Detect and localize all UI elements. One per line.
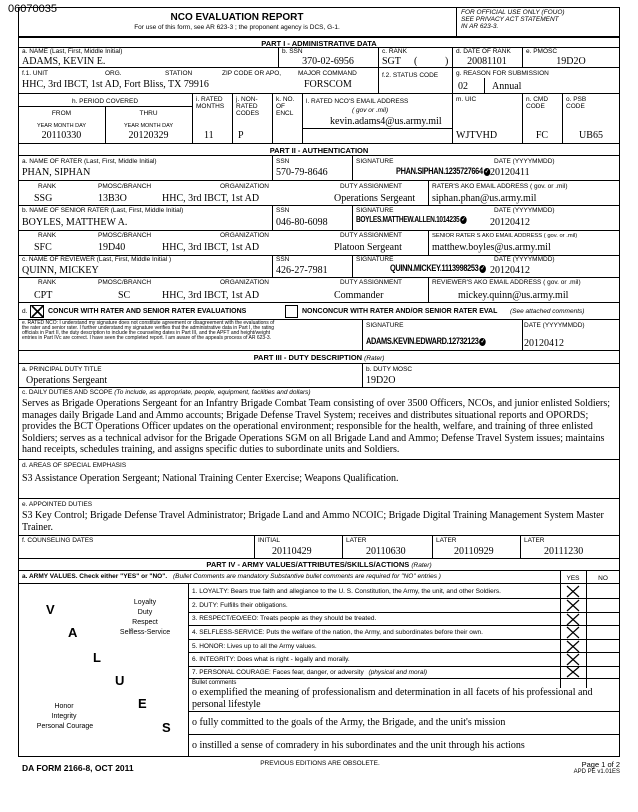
nonrated-codes: P	[238, 130, 244, 141]
apd-version: APD PE v1.01ES	[573, 769, 620, 775]
rater-pmosc-label: PMOSC/BRANCH	[98, 183, 152, 190]
rated-email-hint: ( gov or .mil)	[352, 107, 389, 114]
reason-label: g. REASON FOR SUBMISSION	[456, 70, 549, 77]
fouo-line-3: IN AR 623-3.	[461, 23, 499, 30]
rated-nco-statement-4: entries in Part IVc are correct. I have seen the completed report. I am aware of the appeals process of AR 623-3.	[22, 335, 272, 341]
values-letter-a: A	[68, 625, 78, 640]
counsel-later-3-label: LATER	[524, 537, 545, 544]
rev-duty-label: DUTY ASSIGNMENT	[340, 279, 403, 286]
rated-email: kevin.adams4@us.army.mil	[330, 116, 442, 127]
sr-org-label: ORGANIZATION	[220, 232, 269, 239]
rev-pmosc-label: PMOSC/BRANCH	[98, 279, 152, 286]
duty-mosc: 19D2O	[366, 375, 396, 386]
concur-check-icon	[30, 304, 45, 319]
major-command: FORSCOM	[304, 79, 352, 90]
rater-ssn: 570-79-8646	[276, 167, 328, 178]
rated-months-label: i. RATED MONTHS	[196, 96, 225, 110]
unit-label: f.1. UNIT	[22, 70, 49, 77]
daily-duties: Serves as Brigade Operations Sergeant for an Infantry Brigade Combat Team consisting of over 3500 Officers, NCOs, and junior enlisted Soldiers; manages daily Brigade Land and Ammo accounts; Brigade Defense Travel System; receives and distributes situational reports and OPORDS; provides the BCT Operations Officer updates on the operational environment; responsible for the health, welfare, and training of three enlisted Soldiers; serves as a technical advisor for the Brigade Operations SGM on all Brigade Land and Ammo; Defense Travel System issues; maintains hand receipts, schedules training, and assigns specific duties to subordinate units and Soldiers.	[22, 398, 611, 456]
sr-pmosc-label: PMOSC/BRANCH	[98, 232, 152, 239]
sr-signature: BOYLES.MATTHEW.ALLEN.1014235 ✓	[356, 215, 466, 224]
value-duty: 2. DUTY: Fulfills their obligations.	[192, 602, 288, 609]
rater-signature: PHAN.SIPHAN.1235727664 ✓	[396, 166, 489, 176]
sr-pmosc: 19D40	[98, 242, 126, 253]
part3-title-hint: (Rater)	[364, 355, 385, 362]
rater-pmosc: 13B3O	[98, 193, 127, 204]
counsel-later-2: 20110929	[454, 546, 494, 557]
value-personal-courage-hint: (physical and moral)	[368, 669, 428, 676]
date-of-rank: 20081101	[467, 56, 507, 67]
rank-paren-open: (	[414, 56, 418, 67]
side-respect: Respect	[132, 619, 158, 626]
sr-name-label: b. NAME OF SENIOR RATER (Last, First, Middle Initial)	[22, 207, 184, 214]
value-honor: 5. HONOR: Lives up to all the Army values.	[192, 643, 317, 650]
rater-name: PHAN, SIPHAN	[22, 167, 91, 178]
sr-email: matthew.boyles@us.army.mil	[432, 242, 551, 253]
nonrated-label: j. NON-RATED CODES	[236, 96, 260, 117]
counsel-initial-label: INITIAL	[258, 537, 281, 544]
psb-code: UB65	[579, 130, 603, 141]
nonconcur-hint: (See attached comments)	[510, 308, 585, 315]
reason-code: 02	[458, 81, 468, 92]
value-personal-courage-row	[192, 669, 427, 676]
sr-org: HHC, 3rd IBCT, 1st AD	[162, 242, 260, 253]
duty-title: Operations Sergeant	[26, 375, 108, 386]
part3-title-row	[18, 353, 620, 362]
rev-date-label: DATE (YYYYMMDD)	[494, 256, 555, 263]
ymd-thru-label: YEAR MONTH DAY	[123, 123, 174, 129]
ssn-label: b. SSN	[282, 48, 303, 55]
nco-date: 20120412	[524, 338, 564, 349]
side-courage: Personal Courage	[36, 723, 94, 730]
yes-header: YES	[566, 575, 580, 582]
duty-mosc-label: b. DUTY MOSC	[366, 366, 413, 373]
uic: WJTVHD	[456, 130, 498, 141]
yes-check-duty[interactable]	[566, 599, 580, 612]
sr-sig-label: SIGNATURE	[356, 207, 394, 214]
side-honor: Honor	[54, 703, 74, 710]
values-letter-u: U	[115, 673, 125, 688]
values-letter-l: L	[93, 650, 101, 665]
yes-check-integrity[interactable]	[566, 653, 580, 666]
station-label: STATION	[165, 70, 193, 77]
psb-label: o. PSB CODE	[566, 96, 587, 110]
army-values-header	[22, 573, 441, 580]
concur-label: CONCUR WITH RATER AND SENIOR RATER EVALUATIONS	[48, 308, 247, 315]
yes-check-selfless[interactable]	[566, 626, 580, 639]
sr-rank-label: RANK	[38, 232, 57, 239]
document-number: 06070035	[8, 3, 57, 15]
rater-email: siphan.phan@us.army.mil	[432, 193, 537, 204]
dor-label: d. DATE OF RANK	[456, 48, 511, 55]
sr-email-label: SENIOR RATER S AKO EMAIL ADDRESS ( gov. or .mil)	[432, 233, 578, 239]
period-thru: 20120329	[128, 130, 169, 141]
yes-check-loyalty[interactable]	[566, 585, 580, 598]
emphasis-label: d. AREAS OF SPECIAL EMPHASIS	[22, 462, 127, 469]
period-from-label: FROM	[51, 110, 72, 117]
rater-duty-label: DUTY ASSIGNMENT	[340, 183, 403, 190]
rev-date: 20120412	[490, 265, 530, 276]
rev-email-label: REVIEWER'S AKO EMAIL ADDRESS ( gov. or .mil)	[432, 279, 581, 286]
obsolete-notice: PREVIOUS EDITIONS ARE OBSOLETE.	[260, 760, 380, 767]
special-emphasis: S3 Assistance Operation Sergeant; National Training Center Exercise; Weapons Qualification.	[22, 473, 399, 484]
rev-rank-label: RANK	[38, 279, 57, 286]
fouo-line-1: FOR OFFICIAL USE ONLY (FOUO)	[461, 9, 565, 16]
sr-rank: SFC	[34, 242, 52, 253]
values-letter-v: V	[46, 602, 55, 617]
rated-unit: HHC, 3rd IBCT, 1st AD, Fort Bliss, TX 79916	[22, 79, 209, 90]
counsel-later-3: 20111230	[544, 546, 584, 557]
pmosc-label: e. PMOSC	[526, 48, 558, 55]
values-letter-s: S	[162, 720, 171, 735]
values-letter-e: E	[138, 696, 147, 711]
major-command-label: MAJOR COMMAND	[298, 70, 357, 77]
rank-label: c. RANK	[382, 48, 407, 55]
rated-nco-statement-1: e. RATED NCO: I understand my signature does not constitute agreement or disagreement with the evaluations of	[22, 320, 275, 326]
rev-org-label: ORGANIZATION	[220, 279, 269, 286]
period-thru-label: THRU	[139, 110, 158, 117]
period-from: 20110330	[41, 130, 82, 141]
sr-date-label: DATE (YYYYMMDD)	[494, 207, 555, 214]
rated-name: ADAMS, KEVIN E.	[22, 56, 106, 67]
rev-duty: Commander	[334, 290, 384, 301]
rated-nco-statement-2: the rater and senior rater. I further understand my signature verifies that the administrative data in Part I, the rating	[22, 325, 275, 331]
form-number: DA FORM 2166-8, OCT 2011	[22, 763, 134, 773]
sr-date: 20120412	[490, 217, 530, 228]
period-label: h. PERIOD COVERED	[71, 98, 139, 105]
nonconcur-checkbox[interactable]	[285, 305, 298, 318]
nco-signature: ADAMS.KEVIN.EDWARD.12732123 ✓	[366, 336, 485, 346]
side-integrity: Integrity	[51, 713, 77, 720]
rater-ssn-label: SSN	[276, 158, 290, 165]
part4-title-row	[18, 560, 620, 569]
rater-rank: SSG	[34, 193, 53, 204]
cmd-code: FC	[535, 130, 549, 141]
rev-name: QUINN, MICKEY	[22, 265, 99, 276]
value-selfless-service: 4. SELFLESS-SERVICE: Puts the welfare of the nation, the Army, and subordinates before their own.	[192, 629, 483, 636]
cmd-code-label: n. CMD CODE	[526, 96, 549, 110]
page-title: NCO EVALUATION REPORT	[170, 12, 304, 23]
appointed-label: e. APPOINTED DUTIES	[22, 501, 93, 508]
sr-ssn-label: SSN	[276, 207, 290, 214]
rated-email-label: l. RATED NCO'S EMAIL ADDRESS	[306, 98, 409, 105]
reason-text: Annual	[492, 81, 522, 92]
army-values-hint: (Bullet Comments are mandatory Substantive bullet comments are required for "NO" entries )	[172, 573, 441, 580]
rev-name-label: c. NAME OF REVIEWER (Last, First, Middle Initial )	[22, 256, 172, 263]
rated-ssn: 370-02-6956	[302, 56, 354, 67]
yes-check-courage[interactable]	[566, 666, 580, 678]
page-number: Page 1 of 2	[581, 760, 620, 769]
daily-duties-label: c. DAILY DUTIES AND SCOPE	[22, 389, 113, 396]
value-respect: 3. RESPECT/EO/EEO: Treats people as they should be treated.	[192, 615, 377, 622]
part1-title: PART I - ADMINISTRATIVE DATA	[261, 39, 377, 48]
name-label: a. NAME (Last, First, Middle Initial)	[22, 48, 123, 55]
counsel-later-1: 20110630	[366, 546, 406, 557]
concur-d-label: d.	[22, 308, 28, 315]
yes-check-respect[interactable]	[566, 613, 580, 626]
encl-label: k. NO. OF ENCL	[276, 96, 295, 117]
part2-title: PART II - AUTHENTICATION	[269, 146, 369, 155]
bullet-comment-2: o fully committed to the goals of the Army, the Brigade, and the unit's mission	[192, 717, 506, 728]
side-selfless: Selfless-Service	[119, 629, 171, 636]
rater-sig-label: SIGNATURE	[356, 158, 394, 165]
rev-ssn-label: SSN	[276, 256, 290, 263]
army-values-label: a. ARMY VALUES. Check either "YES" or "NO".	[22, 573, 168, 580]
appointed-duties: S3 Key Control; Brigade Defense Travel Administrator; Brigade Land and Ammo NCOIC; Brigade Digital Training Management System Master Trainer.	[22, 510, 604, 533]
rater-email-label: RATER'S AKO EMAIL ADDRESS ( gov. or .mil)	[432, 183, 568, 190]
rev-pmosc: SC	[118, 290, 131, 301]
counsel-initial: 20110429	[272, 546, 312, 557]
status-code-label: f.2. STATUS CODE	[382, 72, 439, 79]
page-subtitle: For use of this form, see AR 623-3 ; the proponent agency is DCS, G-1.	[134, 24, 340, 31]
rev-ssn: 426-27-7981	[276, 265, 328, 276]
rater-duty: Operations Sergeant	[334, 193, 416, 204]
counseling-label: f. COUNSELING DATES	[22, 537, 94, 544]
rev-signature: QUINN.MICKEY.1113998253 ✓	[390, 263, 485, 273]
counsel-later-1-label: LATER	[346, 537, 367, 544]
side-loyalty: Loyalty	[133, 599, 157, 606]
bullet-comment-1: o exemplified the meaning of professionalism and determination in all facets of his professional and personal lifestyle	[192, 687, 593, 710]
part4-title-hint: (Rater)	[411, 562, 432, 569]
counsel-later-2-label: LATER	[436, 537, 457, 544]
rater-name-label: a. NAME OF RATER (Last, First, Middle Initial)	[22, 158, 157, 165]
duty-title-label: a. PRINCIPAL DUTY TITLE	[22, 366, 102, 373]
form-body	[18, 37, 620, 757]
rater-org-label: ORGANIZATION	[220, 183, 269, 190]
part3-title: PART III - DUTY DESCRIPTION	[253, 353, 363, 362]
nonconcur-label: NONCONCUR WITH RATER AND/OR SENIOR RATER EVAL	[302, 308, 498, 315]
value-loyalty: 1. LOYALTY: Bears true faith and allegiance to the U. S. Constitution, the Army, the unit, and other Soldiers.	[192, 588, 501, 595]
daily-duties-label-row	[22, 389, 311, 396]
rev-sig-label: SIGNATURE	[356, 256, 394, 263]
zip-label: ZIP CODE OR APO,	[222, 70, 282, 77]
rated-months: 11	[204, 130, 214, 141]
daily-duties-hint: (To include, as appropriate, people, equipment, facilities and dollars)	[114, 389, 311, 396]
side-duty: Duty	[137, 609, 153, 616]
org-label: ORG.	[105, 70, 122, 77]
no-header: NO	[598, 575, 608, 582]
rank-paren-close: )	[445, 56, 449, 67]
rev-email: mickey.quinn@us.army.mil	[458, 290, 569, 301]
sr-duty-label: DUTY ASSIGNMENT	[340, 232, 403, 239]
value-integrity: 6. INTEGRITY: Does what is right - legally and morally.	[192, 656, 350, 663]
rev-org: HHC, 3rd IBCT, 1st AD	[162, 290, 260, 301]
rater-date-label: DATE (YYYYMMDD)	[494, 158, 555, 165]
rater-rank-label: RANK	[38, 183, 57, 190]
ymd-from-label: YEAR MONTH DAY	[36, 123, 87, 129]
bullet-comments-label: Bullet comments	[192, 680, 237, 686]
value-personal-courage: 7. PERSONAL COURAGE: Faces fear, danger, or adversity	[192, 669, 364, 676]
nco-sig-label: SIGNATURE	[366, 322, 404, 329]
sr-duty: Platoon Sergeant	[334, 242, 402, 253]
uic-label: m. UIC	[456, 96, 477, 103]
rev-rank: CPT	[34, 290, 53, 301]
rated-nco-statement-3: officials in Part II, the duty description to include the counseling dates in Part III, and the APFT and height/weight	[22, 330, 271, 336]
part4-title: PART IV - ARMY VALUES/ATTRIBUTES/SKILLS/ACTIONS	[206, 560, 410, 569]
sr-name: BOYLES, MATTHEW A.	[22, 217, 128, 228]
rated-rank: SGT	[382, 56, 401, 67]
rater-date: 20120411	[490, 167, 530, 178]
nco-date-label: DATE (YYYYMMDD)	[524, 322, 585, 329]
rater-org: HHC, 3rd IBCT, 1st AD	[162, 193, 260, 204]
yes-check-honor[interactable]	[566, 640, 580, 653]
bullet-comment-3: o instilled a sense of comradery in his subordinates and the unit through his actions	[192, 740, 525, 751]
rated-pmosc: 19D2O	[556, 56, 586, 67]
fouo-line-2: SEE PRIVACY ACT STATEMENT	[461, 16, 559, 23]
sr-ssn: 046-80-6098	[276, 217, 328, 228]
